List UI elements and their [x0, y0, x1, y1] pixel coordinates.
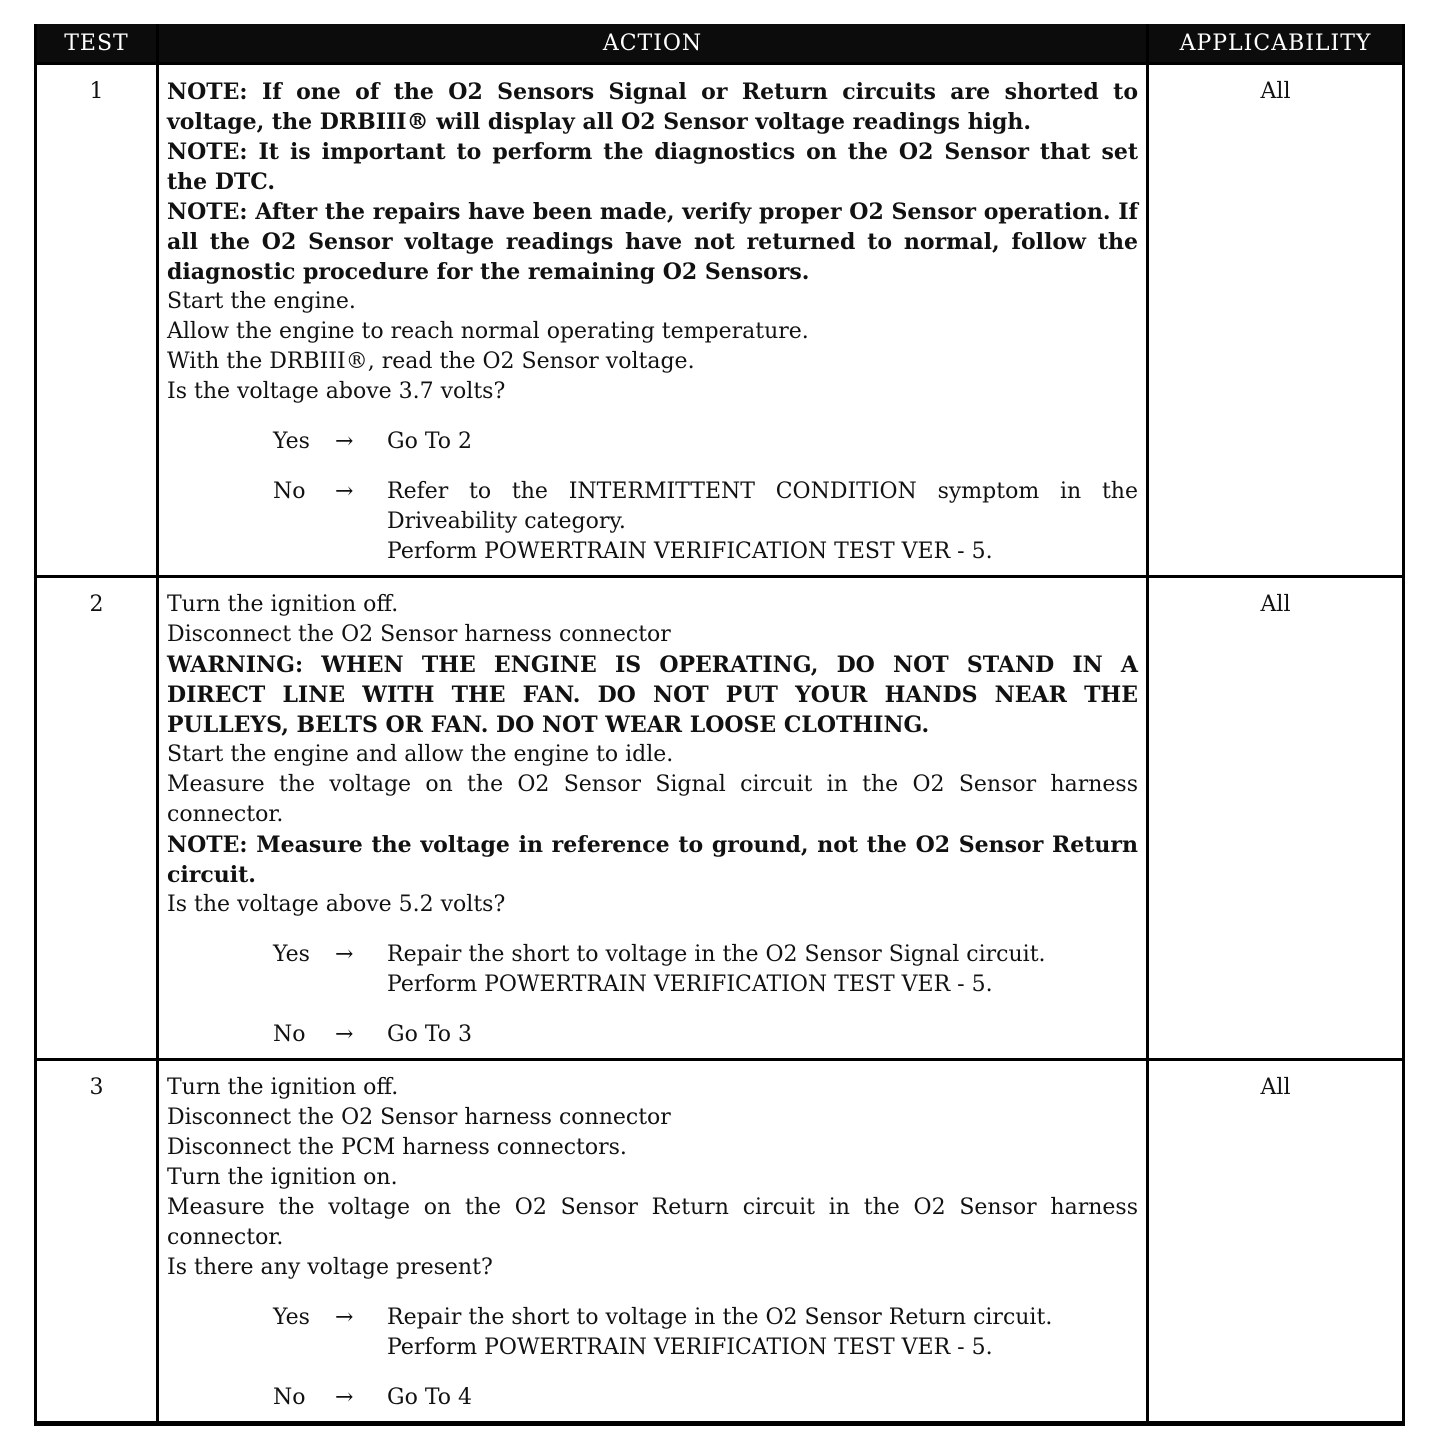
answer-line: Go To 3	[387, 1022, 473, 1047]
action-line: Allow the engine to reach normal operating temperature.	[167, 319, 809, 344]
answer-label: No	[273, 1022, 306, 1047]
answer-line: Perform POWERTRAIN VERIFICATION TEST VER - 5.	[387, 972, 993, 997]
action-line: Turn the ignition off.	[167, 1075, 399, 1100]
answer-text	[387, 1303, 1138, 1363]
answer-yes	[167, 1303, 1138, 1363]
arrow-icon: →	[335, 1022, 354, 1047]
answer-text	[387, 477, 1138, 567]
action-line: Is the voltage above 5.2 volts?	[167, 892, 506, 917]
answer-text	[387, 1020, 1138, 1050]
header-test: TEST	[36, 24, 158, 64]
action-line: Disconnect the PCM harness connectors.	[167, 1135, 627, 1160]
answer-no	[167, 1383, 1138, 1413]
action-cell	[158, 64, 1148, 577]
answer-line: Go To 2	[387, 429, 473, 454]
answer-yes	[167, 427, 1138, 457]
answer-line: Repair the short to voltage in the O2 Sensor Return circuit.	[387, 1305, 1053, 1330]
answer-yes	[167, 940, 1138, 1000]
answer-text	[387, 1383, 1138, 1413]
action-line: Turn the ignition off.	[167, 592, 399, 617]
action-line: NOTE: If one of the O2 Sensors Signal or Return circuits are shorted to voltage, the DRBIII® will display all O2 Sensor voltage readings high.	[167, 79, 1138, 135]
answer-no	[167, 1020, 1138, 1050]
table-row	[36, 1060, 1404, 1424]
answer-label: Yes	[273, 1305, 310, 1330]
action-line: Disconnect the O2 Sensor harness connector	[167, 1105, 671, 1130]
action-line: WARNING: WHEN THE ENGINE IS OPERATING, DO NOT STAND IN A DIRECT LINE WITH THE FAN. DO NOT PUT YOUR HANDS NEAR THE PULLEYS, BELTS OR FAN. DO NOT WEAR LOOSE CLOTHING.	[167, 652, 1138, 738]
answer-no	[167, 477, 1138, 567]
action-line: NOTE: After the repairs have been made, verify proper O2 Sensor operation. If all the O2 Sensor voltage readings have not returned to normal, follow the diagnostic procedure for the remaining O2 Sensors.	[167, 199, 1138, 285]
answer-label: No	[273, 1385, 306, 1410]
answer-text	[387, 940, 1138, 1000]
action-line: With the DRBIII®, read the O2 Sensor voltage.	[167, 349, 695, 374]
test-number: 2	[36, 577, 158, 1060]
header-action: ACTION	[158, 24, 1148, 64]
table-row	[36, 577, 1404, 1060]
action-line: Measure the voltage on the O2 Sensor Return circuit in the O2 Sensor harness connector.	[167, 1195, 1138, 1250]
applicability-cell: All	[1148, 577, 1404, 1060]
table-header-row	[36, 24, 1404, 64]
answer-line: Go To 4	[387, 1385, 473, 1410]
answer-label: Yes	[273, 942, 310, 967]
diagnostic-table-page	[34, 24, 1402, 1426]
table-row	[36, 64, 1404, 577]
action-line: NOTE: Measure the voltage in reference to ground, not the O2 Sensor Return circuit.	[167, 832, 1138, 888]
test-number: 3	[36, 1060, 158, 1424]
answer-label: No	[273, 479, 306, 504]
arrow-icon: →	[335, 429, 354, 454]
arrow-icon: →	[335, 1305, 354, 1330]
answer-text	[387, 427, 1138, 457]
action-line: Is there any voltage present?	[167, 1255, 493, 1280]
action-line: Measure the voltage on the O2 Sensor Signal circuit in the O2 Sensor harness connector.	[167, 772, 1138, 827]
action-line: Disconnect the O2 Sensor harness connector	[167, 622, 671, 647]
arrow-icon: →	[335, 479, 354, 504]
header-applicability: APPLICABILITY	[1148, 24, 1404, 64]
action-line: Is the voltage above 3.7 volts?	[167, 379, 506, 404]
arrow-icon: →	[335, 942, 354, 967]
action-cell	[158, 1060, 1148, 1424]
arrow-icon: →	[335, 1385, 354, 1410]
action-line: Start the engine and allow the engine to idle.	[167, 742, 674, 767]
action-line: NOTE: It is important to perform the diagnostics on the O2 Sensor that set the DTC.	[167, 139, 1138, 195]
action-cell	[158, 577, 1148, 1060]
action-line: Turn the ignition on.	[167, 1165, 398, 1190]
answer-line: Repair the short to voltage in the O2 Sensor Signal circuit.	[387, 942, 1046, 967]
diagnostic-test-table	[34, 24, 1405, 1426]
test-number: 1	[36, 64, 158, 577]
action-line: Start the engine.	[167, 289, 356, 314]
answer-line: Perform POWERTRAIN VERIFICATION TEST VER - 5.	[387, 539, 993, 564]
applicability-cell: All	[1148, 64, 1404, 577]
answer-label: Yes	[273, 429, 310, 454]
answer-line: Refer to the INTERMITTENT CONDITION symptom in the Driveability category.	[387, 479, 1138, 534]
applicability-cell: All	[1148, 1060, 1404, 1424]
answer-line: Perform POWERTRAIN VERIFICATION TEST VER - 5.	[387, 1335, 993, 1360]
